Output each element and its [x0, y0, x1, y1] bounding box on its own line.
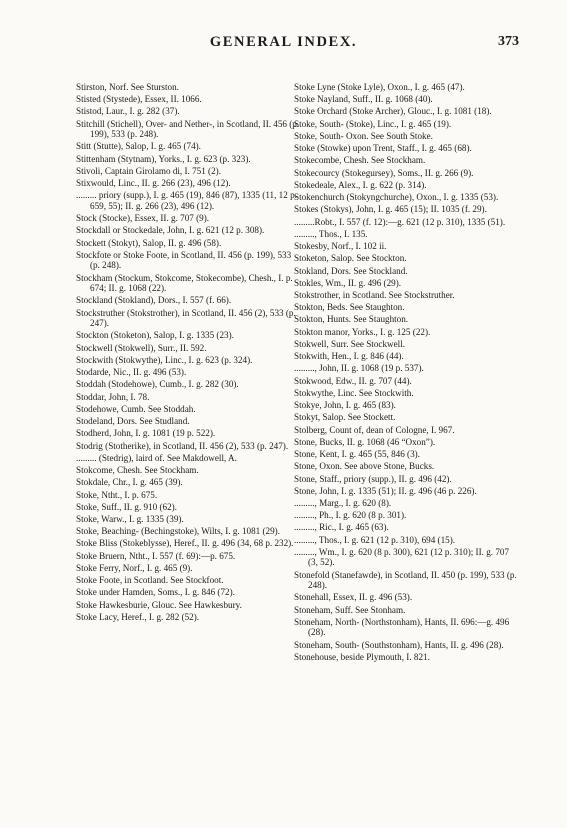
index-entry: Stock (Stocke), Essex, II. g. 707 (9). [76, 213, 210, 224]
index-entry: Stokesby, Norf., I. 102 ii. [294, 241, 387, 252]
index-entry: Stoke Ferry, Norf., I. g. 465 (9). [76, 562, 193, 573]
index-entry: Stokwythe, Linc. See Stockwith. [294, 387, 414, 398]
index-entry: Stisted (Stystede), Essex, II. 1066. [76, 94, 202, 105]
index-entry: Stoke Bruern, Ntht., I. 557 (f. 69):—p. 675. [76, 550, 236, 561]
index-entry: Stockton (Stoketon), Salop, I. g. 1335 (23). [76, 330, 234, 341]
index-entry: Stodrig (Stotherike), in Scotland, II. 456 (2), 533 (p. 247). [76, 440, 289, 451]
index-entry: Stitchill (Stichell), Over- and Nether-, in Scotland, II. 456 (p. 199), 533 (p. 248). [76, 118, 300, 140]
index-entry: Stokenchurch (Stokyngchurche), Oxon., I. g. 1335 (53). [294, 192, 499, 203]
index-entry: Stokwell, Surr. See Stockwell. [294, 338, 406, 349]
index-entry: Stolberg, Count of, dean of Cologne, I. 967. [294, 424, 455, 435]
index-entry: Stockwith (Stokwythe), Linc., I. g. 623 (p. 324). [76, 354, 253, 365]
index-entry: Stokes (Stokys), John, I. g. 465 (15); II. 1035 (f. 29). [294, 204, 487, 215]
index-entry: Stoketon, Salop. See Stockton. [294, 253, 407, 264]
index-entry: Stittenham (Stytnam), Yorks., I. g. 623 (p. 323). [76, 153, 251, 164]
index-entry: ........., Wm., I. g. 620 (8 p. 300), 621 (12 p. 310); II. g. 707 (3, 52). [294, 546, 510, 568]
index-entry: Stockfote or Stoke Foote, in Scotland, II. 456 (p. 199), 533 (p. 248). [76, 249, 292, 271]
index-entry: ........., Marg., I. g. 620 (8). [294, 497, 392, 508]
index-entry: Stoke, South- Oxon. See South Stoke. [294, 130, 433, 141]
index-entry: Stoke Lyne (Stoke Lyle), Oxon., I. g. 465 (47). [294, 82, 465, 92]
index-entry: .........Robt., I. 557 (f. 12):—g. 621 (12 p. 310), 1335 (51). [294, 216, 506, 227]
index-entry: ........., Thos., I. g. 621 (12 p. 310), 694 (15). [294, 534, 456, 545]
index-entry: Stone, Oxon. See above Stone, Bucks. [294, 461, 435, 472]
index-entry: Stokyt, Salop. See Stockett. [294, 412, 396, 423]
index-entry: Stoke under Hamden, Soms., I. g. 846 (72). [76, 587, 235, 598]
index-entry: Stokland, Dors. See Stockland. [294, 265, 408, 276]
index-entry: Stokles, Wm., II. g. 496 (29). [294, 277, 402, 288]
index-entry: Stitt (Stutte), Salop, I. g. 465 (74). [76, 141, 201, 152]
index-entry: Stokcome, Chesh. See Stockham. [76, 465, 199, 476]
index-entry: Stodherd, John, I. g. 1081 (19 p. 522). [76, 428, 216, 439]
index-entry: Stodarde, Nic., II. g. 496 (53). [76, 367, 187, 378]
page-title: GENERAL INDEX. [209, 34, 358, 50]
index-entry: Stokstrother, in Scotland. See Stockstruther. [294, 289, 455, 300]
index-entry: Stokton, Hunts. See Staughton. [294, 314, 409, 325]
index-entry: Stokwith, Hen., I. g. 846 (44). [294, 351, 404, 362]
index-entry: Stoke Lacy, Heref., I. g. 282 (52). [76, 611, 200, 622]
index-column-right [294, 82, 518, 664]
index-entry: Stoddah (Stodehowe), Cumb., I. g. 282 (30). [76, 379, 239, 390]
index-entry: Stivoli, Captain Girolamo di, I. 751 (2). [76, 165, 221, 176]
index-entry: Stokedeale, Alex., I. g. 622 (p. 314). [294, 179, 427, 190]
index-entry: Stoke Nayland, Suff., II. g. 1068 (40). [294, 94, 433, 105]
index-entry: Stone, Staff., priory (supp.), II. g. 496 (42). [294, 473, 452, 484]
index-entry: Stone, Kent, I. g. 465 (55, 846 (3). [294, 449, 420, 460]
index-entry: Stoke Hawkesburie, Glouc. See Hawkesbury. [76, 599, 242, 610]
index-entry: Stoddar, John, I. 78. [76, 391, 150, 402]
index-entry: Stoke Bliss (Stokeblysse), Heref., II. g. 496 (34, 68 p. 232). [76, 538, 294, 549]
index-entry: ......... (Stedrig), laird of. See Makdowell, A. [76, 452, 237, 463]
index-entry: Stockdall or Stockedale, John, I. g. 621 (12 p. 308). [76, 225, 265, 236]
index-entry: Stockett (Stokyt), Salop, II. g. 496 (58). [76, 237, 222, 248]
index-entry: Stodehowe, Cumb. See Stoddah. [76, 403, 196, 414]
index-entry: Stokecombe, Chesh. See Stockham. [294, 155, 426, 166]
index-entry: Stokwood, Edw., II. g. 707 (44). [294, 375, 412, 386]
index-entry: Stonehall, Essex, II. g. 496 (53). [294, 592, 413, 603]
index-entry: Stokton, Beds. See Staughton. [294, 302, 405, 313]
index-entry: Stone, John, I. g. 1335 (51); II. g. 496 (46 p. 226). [294, 485, 477, 496]
index-entry: ........., Ph., I. g. 620 (8 p. 301). [294, 510, 407, 521]
index-entry: Stoke, South- (Stoke), Linc., I. g. 465 (19). [294, 118, 452, 129]
index-entry: Stistod, Laur., I. g. 282 (37). [76, 106, 180, 117]
index-entry: Stockham (Stockum, Stokcome, Stokecombe), Chesh., I. p. 674; II. g. 1068 (22). [76, 272, 293, 294]
index-entry: Stoke Foote, in Scotland. See Stockfoot. [76, 575, 224, 586]
index-entry: Stoneham, North- (Northstonham), Hants, II. 696:—g. 496 (28). [294, 616, 510, 638]
index-entry: Stoke, Warw., I. g. 1335 (39). [76, 514, 184, 524]
index-entry: Stoke, Beaching- (Bechingstoke), Wilts, I. g. 1081 (29). [76, 526, 280, 537]
page-number: 373 [498, 34, 519, 49]
index-entry: Stoke (Stowke) upon Trent, Staff., I. g. 465 (68). [294, 143, 472, 154]
index-entry: Stonehouse, beside Plymouth, I. 821. [294, 651, 430, 662]
index-entry: Stoke Orchard (Stoke Archer), Glouc., I. g. 1081 (18). [294, 106, 492, 117]
index-entry: Stockland (Stokland), Dors., I. 557 (f. 66). [76, 295, 232, 306]
index-entry: Stokecourcy (Stokegursey), Soms., II. g. 266 (9). [294, 167, 474, 178]
index-entry: Stoneham, Suff. See Stonham. [294, 604, 406, 615]
index-entry: Stokton manor, Yorks., I. g. 125 (22). [294, 326, 431, 337]
index-entry: Stoke, Suff., II. g. 910 (62). [76, 501, 177, 512]
index-entry: Stoneham, South- (Southstonham), Hants, II. g. 496 (28). [294, 639, 504, 650]
index-entry: Stockwell (Stokwell), Surr., II. 592. [76, 342, 207, 353]
index-entry: Stockstruther (Stokstrother), in Scotland, II. 456 (2), 533 (p. 247). [76, 307, 296, 329]
index-entry: Stodeland, Dors. See Studland. [76, 416, 190, 427]
index-entry: Stixwould, Linc., II. g. 266 (23), 496 (12). [76, 178, 231, 189]
index-entry: Stonefold (Stanefawde), in Scotland, II. 450 (p. 199), 533 (p. 248). [294, 569, 517, 591]
index-entry: Stirston, Norf. See Sturston. [76, 82, 179, 92]
index-entry: ........., Ric., I. g. 465 (63). [294, 522, 389, 533]
index-entry: ......... priory (supp.), I. g. 465 (19), 846 (87), 1335 (11, 12 p. 659, 55); II. g. 266 (23), 496 (12). [76, 190, 297, 211]
index-entry: Stokye, John, I. g. 465 (83). [294, 400, 396, 411]
index-entry: ........., Thos., I. 135. [294, 228, 368, 239]
index-entry: Stoke, Ntht., I. p. 675. [76, 489, 158, 500]
index-entry: Stokdale, Chr., I. g. 465 (39). [76, 477, 183, 488]
index-entry: ........., John, II. g. 1068 (19 p. 537). [294, 363, 424, 374]
index-column-left [76, 82, 300, 624]
index-entry: Stone, Bucks, II. g. 1068 (46 “Oxon”). [294, 436, 436, 447]
